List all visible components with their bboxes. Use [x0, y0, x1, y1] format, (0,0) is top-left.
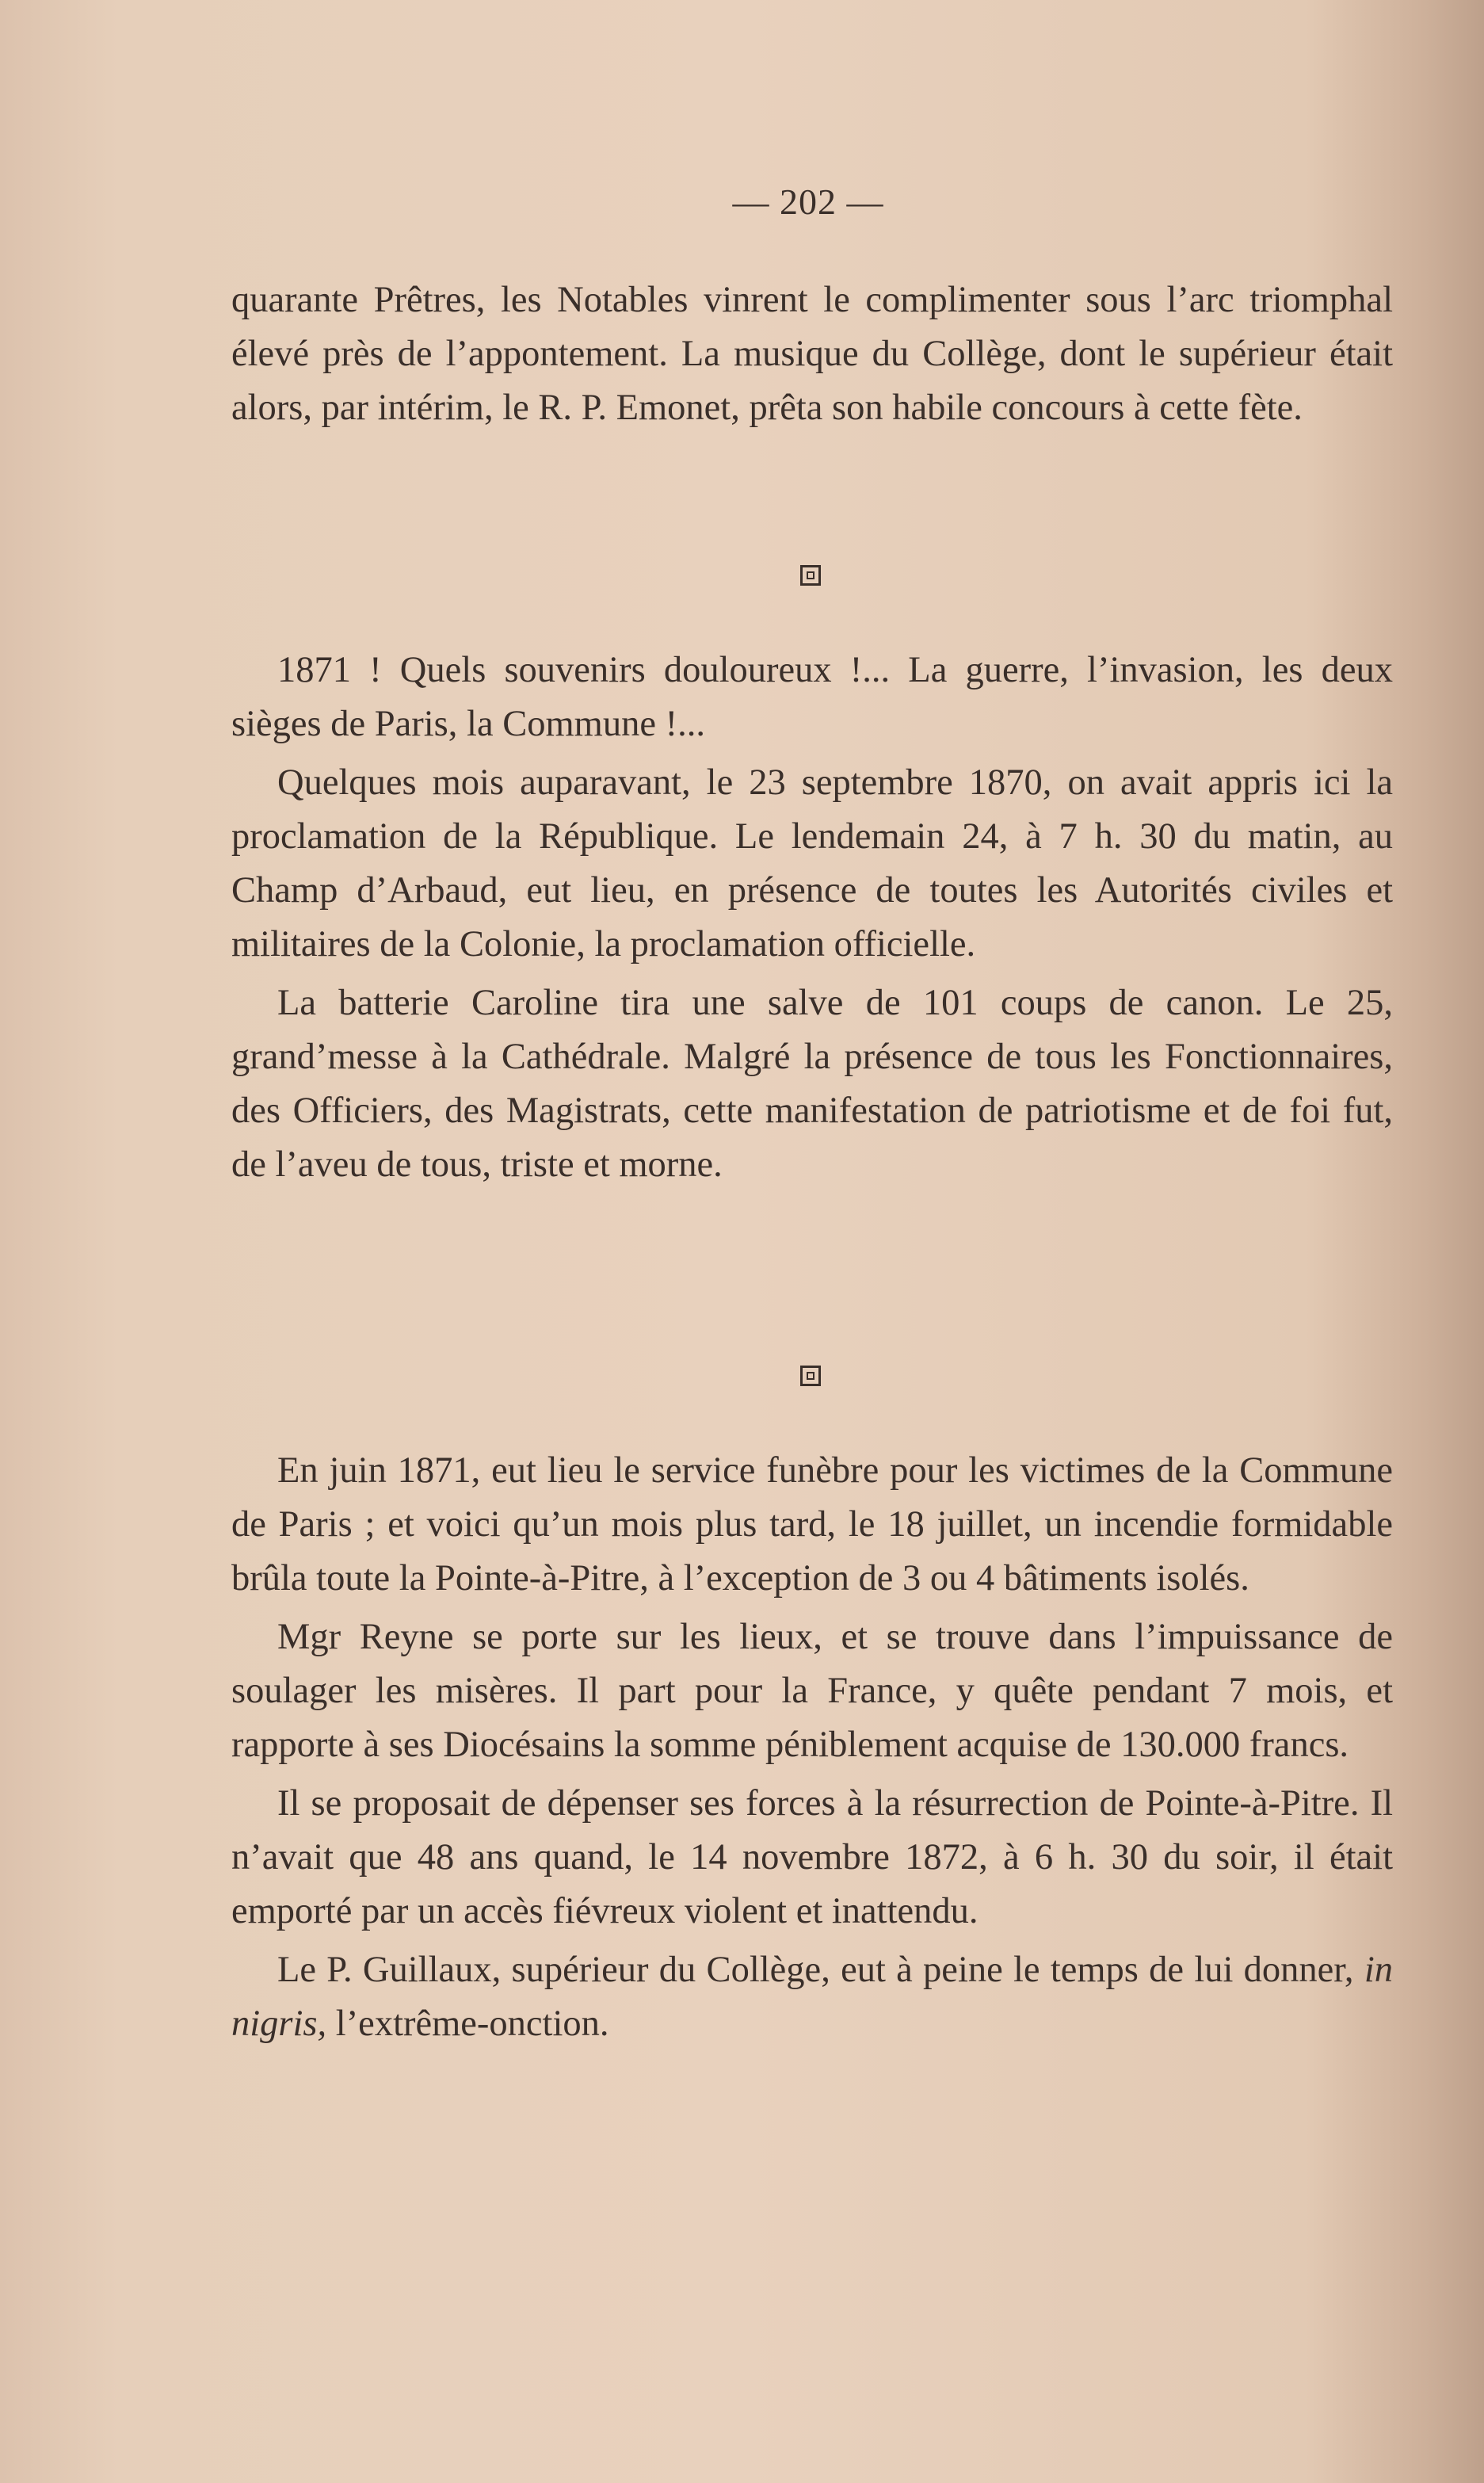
text-block-3: [231, 1444, 1393, 2056]
paragraph: quarante Prêtres, les Notables vinrent le complimenter sous l’arc triomphal élevé près de l’appontement. La musique du Collège, dont le supérieur était alors, par intérim, le R. P. Emonet, prêta son habile concours à cette fète.: [231, 280, 1393, 428]
paragraph: En juin 1871, eut lieu le service funèbre pour les victimes de la Commune de Paris ; et voici qu’un mois plus tard, le 18 juillet, un incendie formidable brûla toute la Pointe-à-Pitre, à l’exception de 3 ou 4 bâtiments isolés.: [231, 1450, 1393, 1599]
section-ornament-icon: [800, 565, 821, 586]
paragraph: 1871 ! Quels souvenirs douloureux !... La guerre, l’invasion, les deux sièges de Paris, la Commune !...: [231, 650, 1393, 744]
text-block-2: [231, 644, 1393, 1197]
paragraph-text: l’extrême-onction.: [326, 2004, 609, 2044]
paragraph: La batterie Caroline tira une salve de 101 coups de canon. Le 25, grand’messe à la Cathédrale. Malgré la présence de tous les Fonctionnaires, des Officiers, des Magistrats, cette manifestation de patriotisme et de foi fut, de l’aveu de tous, triste et morne.: [231, 983, 1393, 1185]
paragraph: Mgr Reyne se porte sur les lieux, et se trouve dans l’impuissance de soulager les misères. Il part pour la France, y quête pendant 7 mois, et rapporte à ses Diocésains la somme péniblement acquise de 130.000 francs.: [231, 1617, 1393, 1765]
section-ornament-icon: [800, 1366, 821, 1386]
paragraph: Quelques mois auparavant, le 23 septembre 1870, on avait appris ici la proclamation de la République. Le lendemain 24, à 7 h. 30 du matin, au Champ d’Arbaud, eut lieu, en présence de toutes les Autorités civiles et militaires de la Colonie, la proclamation officielle.: [231, 762, 1393, 965]
paragraph: [231, 1943, 1393, 2051]
page-number: — 202 —: [732, 181, 884, 222]
italic-phrase: in nigris,: [231, 1950, 1393, 2044]
paragraph: Il se proposait de dépenser ses forces à la résurrection de Pointe-à-Pitre. Il n’avait que 48 ans quand, le 14 novembre 1872, à 6 h. 30 du soir, il était emporté par un accès fiévreux violent et inattendu.: [231, 1783, 1393, 1931]
paragraph-text: Le P. Guillaux, supérieur du Collège, eut à peine le temps de lui donner,: [277, 1950, 1364, 1990]
text-block-1: [231, 273, 1393, 440]
